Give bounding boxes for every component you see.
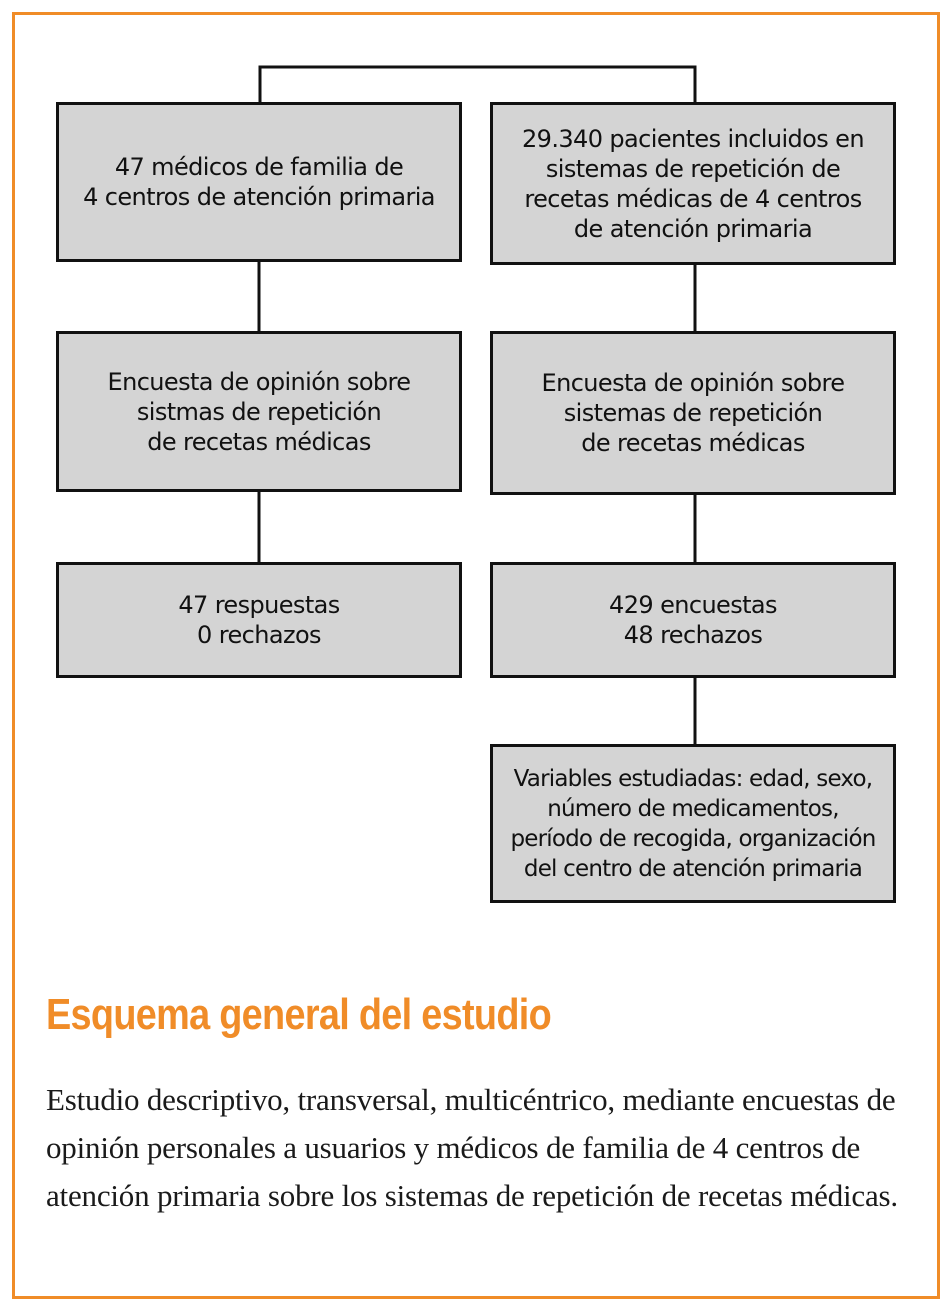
box-patients: 29.340 pacientes incluidos en sistemas de repetición de recetas médicas de 4 centros de atención primaria xyxy=(490,102,896,265)
box-patient-survey: Encuesta de opinión sobre sistemas de repetición de recetas médicas xyxy=(490,331,896,495)
section-description: Estudio descriptivo, transversal, multicéntrico, mediante encuestas de opinión personales a usuarios y médicos de familia de 4 centros de atención primaria sobre los sistemas de repetición de recetas médicas. xyxy=(46,1082,898,1213)
box-patient-responses: 429 encuestas 48 rechazos xyxy=(490,562,896,678)
box-physicians: 47 médicos de familia de 4 centros de atención primaria xyxy=(56,102,462,262)
top-bracket-connector xyxy=(260,67,695,104)
section-title: Esquema general del estudio xyxy=(46,990,552,1039)
box-physician-responses: 47 respuestas 0 rechazos xyxy=(56,562,462,678)
box-variables: Variables estudiadas: edad, sexo, número de medicamentos, período de recogida, organización del centro de atención primaria xyxy=(490,744,896,903)
box-physician-survey: Encuesta de opinión sobre sistmas de repetición de recetas médicas xyxy=(56,331,462,492)
